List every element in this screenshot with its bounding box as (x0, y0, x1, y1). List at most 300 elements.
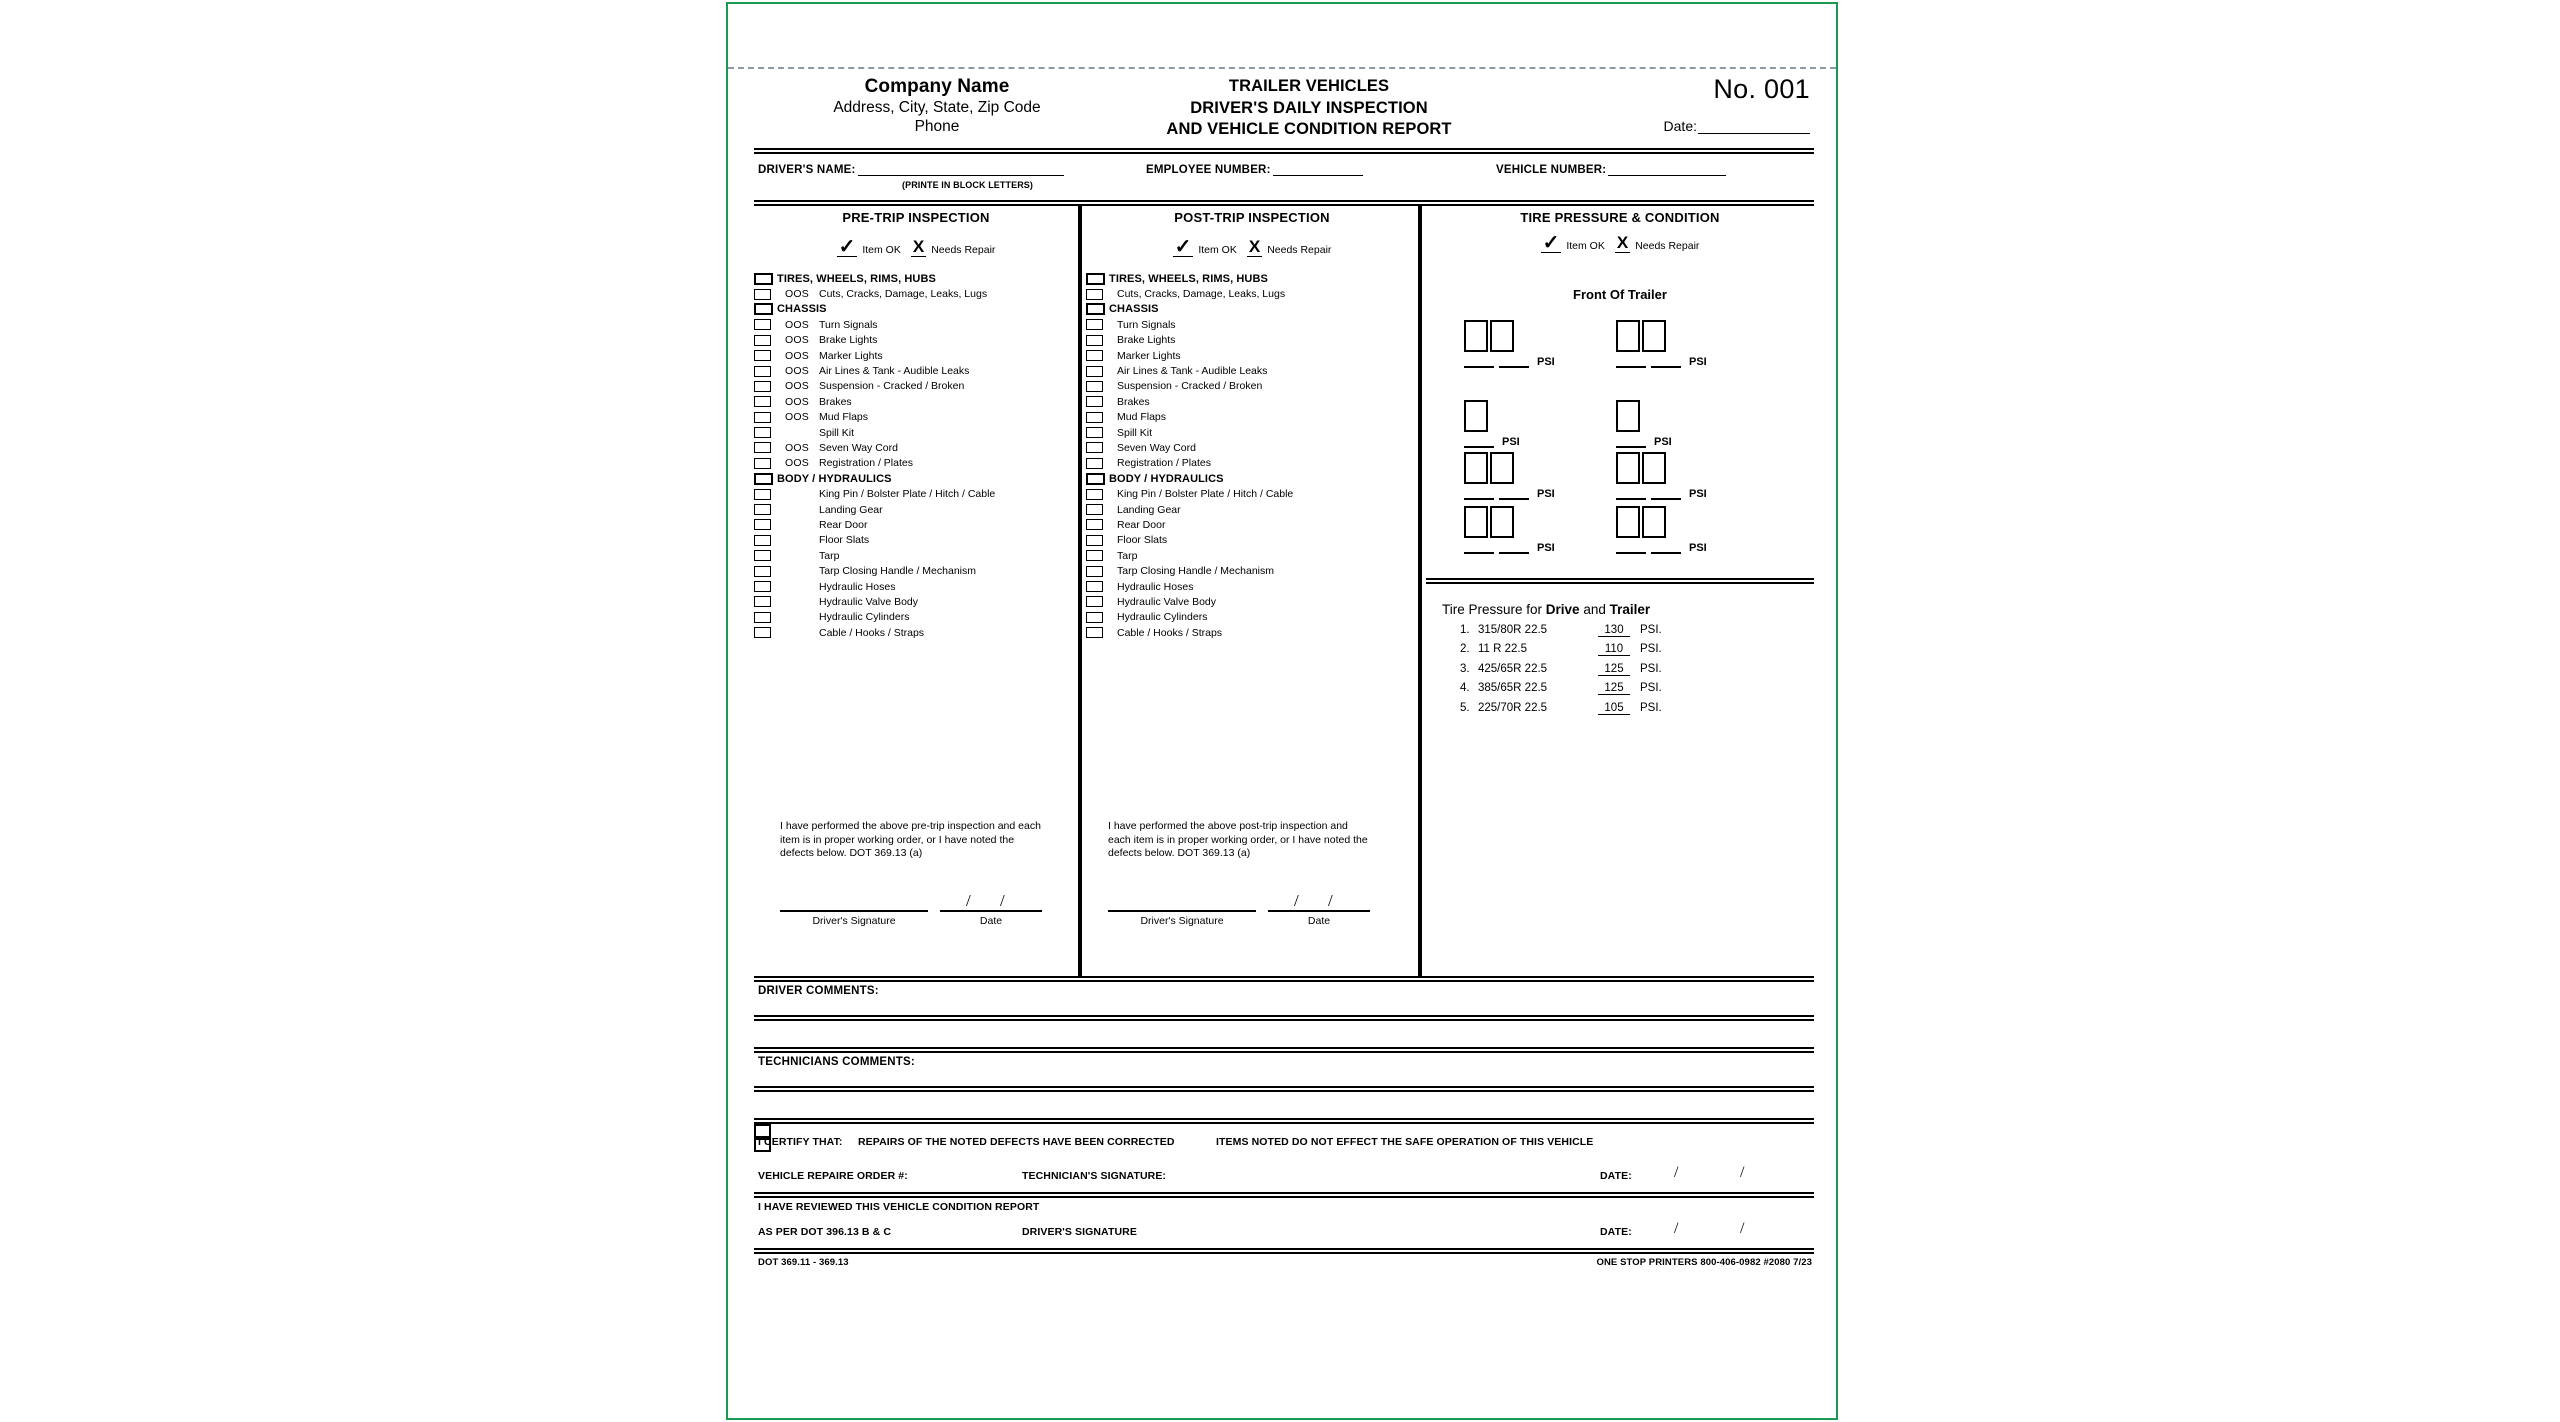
oos-label: OOS (785, 395, 809, 408)
header-date-blank[interactable] (1698, 118, 1810, 134)
checklist-row (754, 456, 1078, 471)
dot-reference: DOT 369.11 - 369.13 (758, 1257, 849, 1268)
inspection-checkbox[interactable] (754, 442, 771, 453)
pretrip-signature-line[interactable] (780, 910, 928, 912)
tire-pressure-index: 1. (1460, 623, 1470, 636)
tire-axle-group (1616, 400, 1672, 448)
driver-date-slash-2: / (1740, 1220, 1745, 1237)
inspection-checkbox[interactable] (1086, 612, 1103, 623)
form-body (754, 74, 1814, 1274)
tire-psi-blank[interactable] (1464, 543, 1494, 554)
tire-condition-box[interactable] (1464, 320, 1488, 352)
tire-psi-blank[interactable] (1616, 437, 1646, 448)
checklist-item-label: Floor Slats (819, 534, 870, 547)
inspection-checkbox[interactable] (754, 396, 771, 407)
tire-condition-box[interactable] (1616, 320, 1640, 352)
oos-label: OOS (785, 411, 809, 424)
repairs-corrected-label: REPAIRS OF THE NOTED DEFECTS HAVE BEEN CORRECTED (858, 1136, 1175, 1148)
tire-psi-blank[interactable] (1651, 489, 1681, 500)
tp-title-drive: Drive (1545, 602, 1580, 617)
tire-axle-group (1616, 320, 1707, 368)
pretrip-date-label: Date (979, 914, 1003, 927)
company-address: Address, City, State, Zip Code (833, 99, 1041, 116)
vehicle-number-label: VEHICLE NUMBER: (1496, 164, 1607, 176)
checklist-item-label: TIRES, WHEELS, RIMS, HUBS (777, 272, 936, 285)
tire-psi-row (1616, 542, 1707, 554)
tire-condition-box[interactable] (1464, 452, 1488, 484)
inspection-checkbox[interactable] (754, 335, 771, 346)
posttrip-legend (1086, 236, 1418, 258)
checklist-row (754, 410, 1078, 425)
checklist-row (1086, 363, 1418, 378)
checklist-row (1086, 348, 1418, 363)
checklist-row (1086, 379, 1418, 394)
checklist-item-label: Rear Door (819, 518, 868, 531)
posttrip-column (1086, 206, 1418, 927)
tire-pressure-index: 3. (1460, 662, 1470, 675)
checklist-item-label: Seven Way Cord (1117, 441, 1196, 454)
tire-condition-box[interactable] (1464, 506, 1488, 538)
inspection-checkbox[interactable] (1086, 412, 1103, 423)
technician-date-slash-1: / (1674, 1164, 1679, 1181)
inspection-checkbox[interactable] (754, 273, 773, 285)
inspection-checkbox[interactable] (1086, 519, 1103, 530)
inspection-checkbox[interactable] (754, 473, 773, 485)
checklist-item-label: Suspension - Cracked / Broken (819, 380, 965, 393)
reviewed-line-1: I HAVE REVIEWED THIS VEHICLE CONDITION REPORT (758, 1201, 1040, 1213)
driver-date-slash-1: / (1674, 1220, 1679, 1237)
employee-number-field[interactable] (1146, 162, 1363, 176)
tire-pressure-table (1426, 602, 1814, 715)
tire-psi-value: 125 (1598, 682, 1630, 695)
checklist-row (1086, 286, 1418, 301)
inspection-checkbox[interactable] (754, 504, 771, 515)
tire-column (1426, 206, 1814, 715)
checklist-row (1086, 563, 1418, 578)
column-divider-1 (1078, 206, 1082, 976)
inspection-checkbox[interactable] (754, 427, 771, 438)
inspection-checkbox[interactable] (1086, 381, 1103, 392)
tire-condition-box[interactable] (1642, 506, 1666, 538)
inspection-checkbox[interactable] (1086, 504, 1103, 515)
legend-item-ok (1173, 236, 1237, 258)
check-icon: ✓ (838, 236, 856, 258)
tire-axle-group (1464, 320, 1555, 368)
legend-item-ok (1541, 232, 1605, 254)
tire-boxes (1464, 320, 1555, 352)
tire-table-divider (1426, 578, 1814, 584)
tire-pressure-index: 4. (1460, 682, 1470, 694)
repair-order-row (754, 1164, 1814, 1192)
pretrip-date-slash-2: / (1000, 890, 1005, 910)
inspection-checkbox[interactable] (1086, 335, 1103, 346)
tire-psi-blank[interactable] (1616, 489, 1646, 500)
tire-psi-unit: PSI. (1640, 682, 1662, 694)
checklist-item-label: Landing Gear (1117, 503, 1181, 516)
inspection-checkbox[interactable] (1086, 627, 1103, 638)
form-title-line-3: AND VEHICLE CONDITION REPORT (1166, 120, 1452, 138)
tire-size-label: 11 R 22.5 (1478, 643, 1528, 655)
tire-psi-row (1464, 542, 1555, 554)
tire-psi-unit: PSI. (1640, 662, 1662, 675)
inspection-form-sheet (726, 2, 1838, 1420)
posttrip-date-slash-1: / (1294, 890, 1299, 910)
psi-unit-label: PSI (1537, 542, 1555, 554)
checklist-item-label: Marker Lights (819, 349, 883, 362)
tire-pressure-index: 2. (1460, 643, 1470, 655)
inspection-checkbox[interactable] (1086, 273, 1105, 285)
checklist-row (1086, 410, 1418, 425)
x-icon: X (1616, 233, 1629, 252)
psi-unit-label: PSI (1689, 356, 1707, 368)
checklist-row (1086, 579, 1418, 594)
tire-psi-unit: PSI. (1640, 643, 1662, 655)
tire-psi-unit: PSI. (1640, 623, 1662, 636)
reviewed-row-1 (754, 1198, 1814, 1220)
pretrip-signature-row (780, 891, 1042, 925)
tire-psi-blank[interactable] (1464, 437, 1494, 448)
driver-info-row (754, 154, 1814, 200)
inspection-checkbox[interactable] (1086, 396, 1103, 407)
vehicle-number-field[interactable] (1496, 162, 1726, 176)
oos-label: OOS (785, 318, 809, 331)
inspection-checkbox[interactable] (754, 596, 771, 607)
inspection-checkbox[interactable] (1086, 550, 1103, 561)
tire-psi-value: 130 (1598, 624, 1630, 637)
header-date-label: Date: (1663, 118, 1697, 134)
checklist-row (1086, 425, 1418, 440)
print-in-block-letters-note: (PRINTE IN BLOCK LETTERS) (902, 180, 1033, 190)
inspection-checkbox[interactable] (754, 489, 771, 500)
checklist-row (754, 486, 1078, 501)
checklist-item-label: Mud Flaps (819, 411, 869, 424)
checklist-item-label: Spill Kit (1117, 426, 1153, 439)
checklist-item-label: Air Lines & Tank - Audible Leaks (1117, 365, 1268, 378)
tire-condition-box[interactable] (1642, 320, 1666, 352)
checklist-row (754, 610, 1078, 625)
tire-psi-row (1616, 488, 1707, 500)
legend-needs-repair (1247, 239, 1332, 257)
checklist-item-label: Cable / Hooks / Straps (1117, 626, 1223, 639)
tire-psi-value: 125 (1598, 663, 1630, 676)
checklist-row (1086, 502, 1418, 517)
tp-title-pre: Tire Pressure for (1442, 602, 1546, 617)
checklist-row (754, 625, 1078, 640)
posttrip-date-label: Date (1307, 914, 1331, 927)
psi-unit-label: PSI (1537, 488, 1555, 500)
tire-boxes (1616, 506, 1707, 538)
checklist-item-label: Hydraulic Valve Body (819, 595, 919, 608)
posttrip-date-slash-2: / (1328, 890, 1333, 910)
posttrip-date-line[interactable] (1268, 910, 1370, 912)
i-certify-label: I CERTIFY THAT: (758, 1136, 843, 1148)
tire-pressure-row (1426, 663, 1814, 676)
tire-psi-blank[interactable] (1616, 543, 1646, 554)
checklist-row (754, 271, 1078, 286)
checklist-row (754, 302, 1078, 317)
drivers-name-field[interactable] (758, 162, 1064, 176)
tire-boxes (1616, 400, 1672, 432)
inspection-checkbox[interactable] (1086, 442, 1103, 453)
inspection-checkbox[interactable] (754, 350, 771, 361)
legend-item-ok-label: Item OK (1566, 240, 1605, 252)
checklist-item-label: CHASSIS (777, 303, 827, 316)
tire-condition-box[interactable] (1490, 452, 1514, 484)
tire-pressure-row (1426, 682, 1814, 695)
header-date-field[interactable] (1560, 118, 1810, 134)
checklist-row (754, 440, 1078, 455)
pretrip-legend (754, 236, 1078, 258)
inspection-checkbox[interactable] (1086, 581, 1103, 592)
checklist-row (754, 333, 1078, 348)
checklist-item-label: King Pin / Bolster Plate / Hitch / Cable (819, 488, 996, 501)
no-safety-effect-label: ITEMS NOTED DO NOT EFFECT THE SAFE OPERATION OF THIS VEHICLE (1216, 1136, 1594, 1148)
tire-condition-box[interactable] (1490, 506, 1514, 538)
tire-psi-blank[interactable] (1499, 357, 1529, 368)
company-phone: Phone (914, 118, 960, 135)
checklist-item-label: Floor Slats (1117, 534, 1168, 547)
tire-condition-box[interactable] (1616, 452, 1640, 484)
vehicle-number-blank[interactable] (1608, 162, 1726, 176)
employee-number-blank[interactable] (1273, 162, 1363, 176)
tire-psi-blank[interactable] (1464, 357, 1494, 368)
checklist-row (1086, 440, 1418, 455)
inspection-checkbox[interactable] (754, 535, 771, 546)
inspection-checkbox[interactable] (754, 458, 771, 469)
check-icon: ✓ (1542, 232, 1560, 254)
pretrip-date-slash-1: / (966, 890, 971, 910)
tire-condition-box[interactable] (1464, 400, 1488, 432)
checklist-item-label: Marker Lights (1117, 349, 1181, 362)
tire-psi-blank[interactable] (1651, 357, 1681, 368)
posttrip-title: POST-TRIP INSPECTION (1174, 210, 1330, 225)
posttrip-signature-label: Driver's Signature (1140, 914, 1224, 927)
checklist-item-label: Turn Signals (819, 318, 878, 331)
tire-pressure-index: 5. (1460, 701, 1470, 714)
tire-psi-blank[interactable] (1616, 357, 1646, 368)
inspection-checkbox[interactable] (1086, 473, 1105, 485)
drivers-name-blank[interactable] (858, 162, 1064, 176)
tire-size-label: 385/65R 22.5 (1478, 682, 1548, 694)
psi-unit-label: PSI (1689, 488, 1707, 500)
pretrip-date-line[interactable] (940, 910, 1042, 912)
tire-size-label: 425/65R 22.5 (1478, 662, 1548, 675)
checklist-item-label: Brakes (819, 395, 852, 408)
tire-psi-row (1464, 488, 1555, 500)
technician-date-label: DATE: (1600, 1170, 1632, 1182)
checklist-row (754, 348, 1078, 363)
technician-signature-label: TECHNICIAN'S SIGNATURE: (1022, 1170, 1167, 1182)
checklist-row (754, 317, 1078, 332)
checklist-row (1086, 271, 1418, 286)
tire-diagram (1426, 320, 1814, 572)
checklist-item-label: King Pin / Bolster Plate / Hitch / Cable (1117, 488, 1294, 501)
inspection-checkbox[interactable] (754, 581, 771, 592)
checklist-item-label: Hydraulic Hoses (819, 580, 896, 593)
checklist-item-label: Air Lines & Tank - Audible Leaks (819, 365, 970, 378)
tire-psi-unit: PSI. (1640, 701, 1662, 714)
inspection-checkbox[interactable] (754, 566, 771, 577)
checklist-row (1086, 517, 1418, 532)
inspection-checkbox[interactable] (754, 627, 771, 638)
tire-condition-box[interactable] (1616, 400, 1640, 432)
form-title-line-1: TRAILER VEHICLES (1228, 77, 1390, 95)
tire-axle-group (1616, 452, 1707, 500)
company-block (772, 76, 1102, 136)
checklist-row (754, 517, 1078, 532)
inspection-checkbox[interactable] (1086, 350, 1103, 361)
legend-needs-repair-label: Needs Repair (931, 244, 996, 256)
checklist-item-label: Brakes (1117, 395, 1150, 408)
reviewed-line-2: AS PER DOT 396.13 B & C (758, 1226, 892, 1238)
certification-row (754, 1124, 1814, 1164)
inspection-checkbox[interactable] (1086, 289, 1103, 300)
tire-axle-group (1464, 506, 1555, 554)
driver-date-label: DATE: (1600, 1226, 1632, 1238)
inspection-checkbox[interactable] (754, 550, 771, 561)
inspection-checkbox[interactable] (754, 319, 771, 330)
checklist-row (1086, 486, 1418, 501)
oos-label: OOS (785, 457, 809, 470)
psi-unit-label: PSI (1502, 436, 1520, 448)
form-title-block (1106, 76, 1512, 141)
tire-pressure-row (1426, 702, 1814, 715)
inspection-checkbox[interactable] (1086, 596, 1103, 607)
drivers-signature-label: DRIVER'S SIGNATURE (1022, 1226, 1137, 1238)
tire-psi-blank[interactable] (1651, 543, 1681, 554)
tire-psi-row (1464, 356, 1555, 368)
column-divider-2 (1418, 206, 1422, 976)
tire-psi-blank[interactable] (1499, 543, 1529, 554)
oos-label: OOS (785, 334, 809, 347)
checklist-row (1086, 594, 1418, 609)
tire-size-label: 225/70R 22.5 (1478, 701, 1548, 714)
checklist-row (1086, 317, 1418, 332)
inspection-checkbox[interactable] (1086, 535, 1103, 546)
checklist-item-label: Cuts, Cracks, Damage, Leaks, Lugs (1117, 288, 1286, 301)
tire-condition-box[interactable] (1642, 452, 1666, 484)
checklist-item-label: Rear Door (1117, 518, 1166, 531)
printer-info: ONE STOP PRINTERS 800-406-0982 #2080 7/23 (1596, 1257, 1812, 1268)
inspection-checkbox[interactable] (754, 519, 771, 530)
tire-boxes (1464, 400, 1520, 432)
checklist-row (1086, 548, 1418, 563)
technicians-comments-label: TECHNICIANS COMMENTS: (758, 1056, 915, 1068)
driver-comments-label: DRIVER COMMENTS: (758, 985, 879, 997)
inspection-checkbox[interactable] (1086, 303, 1105, 315)
inspection-checkbox[interactable] (1086, 489, 1103, 500)
tire-boxes (1616, 452, 1707, 484)
checklist-item-label: CHASSIS (1109, 303, 1159, 316)
inspection-checkbox[interactable] (754, 381, 771, 392)
checklist-row (754, 471, 1078, 486)
checklist-item-label: Cable / Hooks / Straps (819, 626, 925, 639)
pretrip-title: PRE-TRIP INSPECTION (842, 210, 990, 225)
checklist-row (1086, 471, 1418, 486)
inspection-checkbox[interactable] (1086, 427, 1103, 438)
legend-item-ok-label: Item OK (862, 244, 901, 256)
tire-condition-box[interactable] (1616, 506, 1640, 538)
tire-psi-row (1616, 436, 1672, 448)
x-icon: X (912, 237, 925, 256)
checklist-row (1086, 394, 1418, 409)
tire-legend (1426, 232, 1814, 254)
inspection-checkbox[interactable] (1086, 458, 1103, 469)
reviewed-row-2 (754, 1220, 1814, 1248)
tire-pressure-table-title (1426, 602, 1814, 617)
posttrip-signature-row (1108, 891, 1370, 925)
checklist-item-label: Hydraulic Cylinders (1117, 611, 1208, 624)
checklist-row (1086, 333, 1418, 348)
tire-pressure-row (1426, 643, 1814, 656)
checklist-row (1086, 302, 1418, 317)
tire-psi-row (1616, 356, 1707, 368)
oos-label: OOS (785, 349, 809, 362)
checklist-item-label: Mud Flaps (1117, 411, 1167, 424)
inspection-checkbox[interactable] (754, 412, 771, 423)
checklist-row (754, 379, 1078, 394)
checklist-row (1086, 533, 1418, 548)
checklist-item-label: Hydraulic Valve Body (1117, 595, 1217, 608)
employee-number-label: EMPLOYEE NUMBER: (1146, 164, 1271, 176)
pretrip-certify-text: I have performed the above pre-trip inspection and each item is in proper working order, or I have noted the defects below. DOT 369.13 (a) (780, 820, 1041, 859)
checklist-item-label: Tarp Closing Handle / Mechanism (819, 565, 976, 578)
inspection-checkbox[interactable] (754, 612, 771, 623)
inspection-checkbox[interactable] (1086, 366, 1103, 377)
checklist-item-label: Tarp Closing Handle / Mechanism (1117, 565, 1274, 578)
oos-label: OOS (785, 365, 809, 378)
inspection-checkbox[interactable] (1086, 566, 1103, 577)
checklist-row (1086, 456, 1418, 471)
tire-pressure-rows (1426, 624, 1814, 715)
oos-label: OOS (785, 441, 809, 454)
checklist-row (754, 548, 1078, 563)
checklist-row (1086, 625, 1418, 640)
legend-item-ok-label: Item OK (1198, 244, 1237, 256)
perforation-line (728, 67, 1836, 69)
company-name: Company Name (864, 76, 1010, 97)
drivers-name-label: DRIVER'S NAME: (758, 164, 856, 176)
checklist-item-label: Landing Gear (819, 503, 883, 516)
form-number: No. 001 (1713, 74, 1810, 104)
psi-unit-label: PSI (1537, 356, 1555, 368)
tire-pressure-row (1426, 624, 1814, 637)
checklist-item-label: Brake Lights (1117, 334, 1176, 347)
repair-order-label: VEHICLE REPAIRE ORDER #: (758, 1170, 908, 1182)
tire-psi-blank[interactable] (1464, 489, 1494, 500)
posttrip-signature-line[interactable] (1108, 910, 1256, 912)
checklist-item-label: TIRES, WHEELS, RIMS, HUBS (1109, 272, 1268, 285)
inspection-checkbox[interactable] (754, 366, 771, 377)
form-number-block (1560, 74, 1810, 134)
checklist-row (754, 425, 1078, 440)
tire-psi-blank[interactable] (1499, 489, 1529, 500)
posttrip-checklist (1086, 271, 1418, 640)
checklist-item-label: Tarp (819, 549, 840, 562)
checklist-item-label: Suspension - Cracked / Broken (1117, 380, 1263, 393)
tp-title-mid: and (1579, 602, 1610, 617)
inspection-checkbox[interactable] (1086, 319, 1103, 330)
tire-condition-box[interactable] (1490, 320, 1514, 352)
checklist-row (754, 394, 1078, 409)
posttrip-certify-text: I have performed the above post-trip inspection and each item is in proper working order, or I have noted the defects below. DOT 369.13 (a) (1108, 820, 1368, 859)
inspection-checkbox[interactable] (754, 289, 771, 300)
checklist-row (754, 563, 1078, 578)
inspection-checkbox[interactable] (754, 303, 773, 315)
tire-boxes (1464, 452, 1555, 484)
legend-needs-repair-label: Needs Repair (1635, 240, 1700, 252)
checklist-row (754, 533, 1078, 548)
